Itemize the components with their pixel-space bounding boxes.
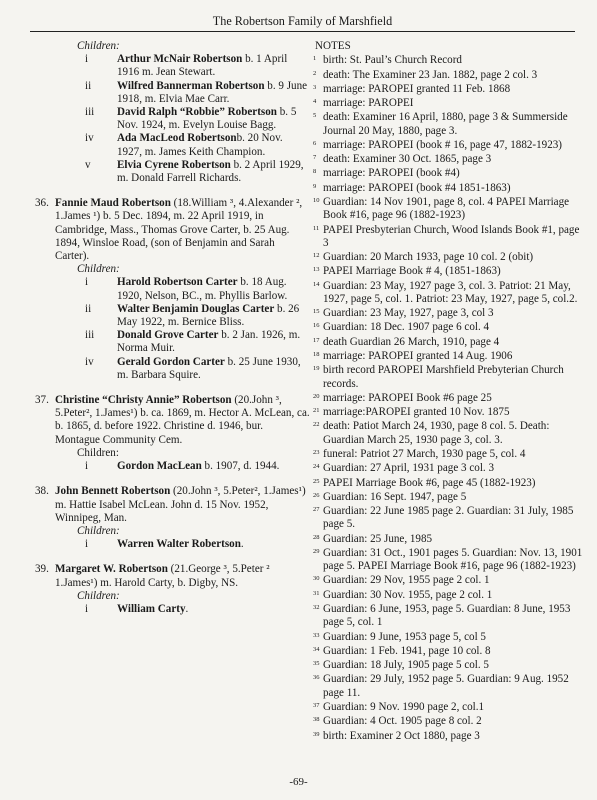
note-number: 9	[313, 182, 317, 190]
child-number: v	[85, 158, 91, 171]
note-text: marriage: PAROPEI granted 14 Aug. 1906	[323, 350, 513, 363]
note-number: 28	[313, 533, 320, 541]
note-item	[315, 83, 583, 96]
note-text: Guardian: 20 March 1933, page 10 col. 2 (obit)	[323, 251, 534, 264]
note-text: Guardian: 31 Oct., 1901 pages 5. Guardian: Nov. 13, 1901 page 5. PAPEI Marriage Book #16, page 96 (1882-1923)	[323, 546, 583, 573]
spacer	[35, 473, 310, 485]
note-item	[315, 139, 583, 152]
notes-title: NOTES	[315, 40, 351, 52]
spacer	[35, 185, 310, 197]
note-item	[315, 603, 583, 629]
child-number: i	[85, 460, 89, 473]
note-text: marriage: PAROPEI (book #4)	[323, 167, 460, 180]
note-item	[315, 477, 583, 490]
note-item	[315, 673, 583, 699]
note-number: 32	[313, 604, 320, 612]
note-item	[315, 491, 583, 504]
note-item	[315, 153, 583, 166]
note-number: 34	[313, 645, 320, 653]
note-text: Guardian: 27 April, 1931 page 3 col. 3	[323, 462, 494, 475]
note-item	[315, 307, 583, 320]
note-text: death: Examiner 16 April, 1880, page 3 & Summerside Journal 20 May, 1880, page 3.	[323, 111, 568, 137]
note-text: Guardian: 16 Sept. 1947, page 5	[323, 490, 467, 503]
child-number: ii	[85, 302, 92, 315]
note-number: 19	[313, 365, 320, 373]
note-text: Guardian: 14 Nov 1901, page 8, col. 4 PAPEI Marriage Book #16, page 96 (1882-1923)	[323, 196, 570, 222]
child-details: .	[185, 602, 189, 615]
child-entry	[35, 53, 310, 79]
note-text: marriage: PAROPEI granted 11 Feb. 1868	[323, 82, 511, 95]
child-number: iii	[85, 106, 95, 119]
note-text: Guardian: 18 July, 1905 page 5 col. 5	[323, 659, 489, 672]
note-item	[315, 224, 583, 250]
family-entry	[35, 394, 310, 447]
note-text: Guardian: 9 Nov. 1990 page 2, col.1	[323, 700, 485, 713]
child-name: Elvia Cyrene Robertson	[117, 158, 231, 171]
note-text: death Guardian 26 March, 1910, page 4	[323, 335, 500, 348]
child-number: iv	[85, 132, 94, 145]
entry-details: (20.John ³, 5.Peter², 1.James¹) m. Hattie Isabel McLean. John d. 15 Nov. 1952, Winnipeg, Man.	[55, 485, 306, 524]
child-details: b. 20 Nov. 1927, m. James Keith Champion.	[117, 132, 283, 158]
note-item	[315, 574, 583, 587]
entry-number: 36.	[35, 197, 49, 210]
note-item	[315, 54, 583, 67]
children-label: Children:	[77, 589, 120, 602]
entry-name: Fannie Maud Robertson	[55, 197, 171, 210]
entry-details: (20.John ³, 5.Peter², 1.James¹) b. ca. 1869, m. Hector A. McLean, ca. b. 1865, d. before 1922. Christine d. 1946, bur. Montague Community Cem.	[55, 394, 310, 446]
notes-list	[315, 54, 583, 743]
note-number: 16	[313, 322, 320, 330]
child-name: Warren Walter Robertson	[117, 538, 241, 551]
note-number: 17	[313, 336, 320, 344]
entry-number: 39.	[35, 563, 49, 576]
note-text: PAPEI Marriage Book # 4, (1851-1863)	[323, 265, 501, 278]
note-text: Guardian: 25 June, 1985	[323, 532, 433, 545]
note-number: 35	[313, 660, 320, 668]
child-name: Arthur McNair Robertson	[117, 53, 243, 66]
children-label: Children:	[77, 524, 120, 537]
child-entry	[35, 603, 310, 616]
note-item	[315, 547, 583, 573]
child-details: b. 2 April 1929, m. Donald Farrell Richards.	[117, 158, 304, 185]
note-text: Guardian: 23 May, 1927 page 3, col. 3. Patriot: 21 May, 1927, page 5, col. 1. Patriot: 23 May, 1927, page 5, col.2.	[323, 279, 578, 305]
family-entry	[35, 485, 310, 525]
child-details: b. 2 Jan. 1926, m. Norma Muir.	[117, 329, 301, 355]
note-item	[315, 645, 583, 658]
child-number: ii	[85, 79, 92, 92]
note-number: 33	[313, 631, 320, 639]
note-item	[315, 420, 583, 446]
note-number: 8	[313, 168, 317, 176]
child-name: Gordon MacLean	[117, 460, 202, 473]
child-entry	[35, 159, 310, 185]
note-number: 15	[313, 308, 320, 316]
note-item	[315, 265, 583, 278]
family-entry	[35, 197, 310, 263]
entry-number: 37.	[35, 394, 49, 407]
entry-name: Margaret W. Robertson	[55, 563, 168, 576]
note-item	[315, 462, 583, 475]
note-number: 10	[313, 197, 320, 205]
note-text: Guardian: 22 June 1985 page 2. Guardian: 31 July, 1985 page 5.	[323, 505, 574, 531]
note-text: death: Patiot March 24, 1930, page 8 col. 5. Death: Guardian March 25, 1930 page 3, col. 3.	[323, 420, 550, 446]
child-name: William Carty	[117, 602, 186, 615]
family-entries-column	[35, 40, 310, 616]
notes-column	[315, 40, 583, 744]
note-text: death: The Examiner 23 Jan. 1882, page 2 col. 3	[323, 68, 538, 81]
note-number: 1	[313, 55, 317, 63]
note-text: marriage: PAROPEI (book #4 1851-1863)	[323, 181, 511, 194]
note-number: 6	[313, 139, 317, 147]
note-number: 24	[313, 463, 320, 471]
note-item	[315, 730, 583, 743]
note-text: Guardian: 29 July, 1952 page 5. Guardian: 9 Aug. 1952 page 11.	[323, 673, 569, 699]
note-text: death: Examiner 30 Oct. 1865, page 3	[323, 153, 492, 166]
child-name: Ada MacLeod Robertson	[117, 132, 237, 145]
note-text: marriage: PAROPEI (book # 16, page 47, 1882-1923)	[323, 138, 562, 151]
child-number: iv	[85, 355, 94, 368]
note-text: PAPEI Marriage Book #6, page 45 (1882-1923)	[323, 476, 536, 489]
note-text: Guardian: 30 Nov. 1955, page 2 col. 1	[323, 588, 493, 601]
child-details: b. 1 April 1916 m. Jean Stewart.	[117, 53, 288, 79]
note-text: Guardian: 4 Oct. 1905 page 8 col. 2	[323, 715, 482, 728]
note-text: Guardian: 6 June, 1953, page 5. Guardian: 8 June, 1953 page 5, col. 1	[323, 603, 571, 629]
note-item	[315, 631, 583, 644]
note-number: 13	[313, 266, 320, 274]
note-text: Guardian: 9 June, 1953 page 5, col 5	[323, 630, 486, 643]
note-number: 20	[313, 392, 320, 400]
note-item	[315, 448, 583, 461]
note-number: 23	[313, 448, 320, 456]
note-text: Guardian: 23 May, 1927, page 3, col 3	[323, 307, 494, 320]
note-text: birth: Examiner 2 Oct 1880, page 3	[323, 729, 480, 742]
spacer	[35, 382, 310, 394]
child-name: Donald Grove Carter	[117, 329, 219, 342]
note-number: 37	[313, 701, 320, 709]
note-item	[315, 97, 583, 110]
note-item	[315, 336, 583, 349]
child-details: b. 9 June 1918, m. Elvia Mae Carr.	[117, 79, 308, 105]
page-header: The Robertson Family of Marshfield	[30, 14, 575, 32]
child-entry	[35, 132, 310, 158]
child-name: Harold Robertson Carter	[117, 276, 238, 289]
entry-number: 38.	[35, 485, 49, 498]
child-details: b. 18 Aug. 1920, Nelson, BC., m. Phyllis Barlow.	[117, 276, 288, 302]
child-entry	[35, 106, 310, 132]
spacer	[35, 551, 310, 563]
entry-details: (21.George ³, 5.Peter ² 1.James¹) m. Harold Carty, b. Digby, NS.	[55, 563, 270, 589]
child-entry	[35, 329, 310, 355]
note-item	[315, 321, 583, 334]
note-text: marriage:PAROPEI granted 10 Nov. 1875	[323, 406, 510, 419]
note-item	[315, 196, 583, 222]
child-entry	[35, 276, 310, 302]
child-number: i	[85, 538, 89, 551]
child-entry	[35, 356, 310, 382]
child-details: b. 25 June 1930, m. Barbara Squire.	[117, 355, 301, 381]
child-details: b. 26 May 1922, m. Bernice Bliss.	[117, 302, 300, 329]
children-label: Children:	[77, 40, 120, 52]
child-name: David Ralph “Robbie” Robertson	[117, 106, 277, 119]
child-name: Walter Benjamin Douglas Carter	[117, 302, 275, 315]
child-entry	[35, 538, 310, 551]
note-item	[315, 659, 583, 672]
note-number: 5	[313, 112, 317, 120]
note-text: Guardian: 29 Nov, 1955 page 2 col. 1	[323, 574, 490, 587]
note-number: 7	[313, 154, 317, 162]
note-number: 12	[313, 252, 320, 260]
note-number: 36	[313, 674, 320, 682]
child-entry	[35, 460, 310, 473]
child-details: .	[240, 538, 244, 551]
note-item	[315, 715, 583, 728]
entry-name: John Bennett Robertson	[55, 485, 171, 498]
child-entry	[35, 303, 310, 329]
note-item	[315, 701, 583, 714]
note-item	[315, 69, 583, 82]
note-number: 27	[313, 506, 320, 514]
note-text: birth record PAROPEI Marshfield Prebyterian Church records.	[323, 364, 564, 390]
note-text: PAPEI Presbyterian Church, Wood Islands Book #1, page 3	[323, 223, 580, 249]
note-text: birth: St. Paul’s Church Record	[323, 54, 462, 67]
entry-name: Christine “Christy Annie” Robertson	[55, 394, 232, 407]
child-number: i	[85, 276, 89, 289]
family-entry	[35, 563, 310, 589]
note-number: 3	[313, 83, 317, 91]
entry-details: (18.William ³, 4.Alexander ², 1.James ¹) b. 5 Dec. 1894, m. 22 April 1919, in Cambridge, Mass., Thomas Grove Carter, b. 25 Aug. 1894, Winsloe Road, (son of Benjamin and Sarah Carter).	[55, 197, 303, 263]
note-number: 18	[313, 351, 320, 359]
child-details: b. 5 Nov. 1924, m. Evelyn Louise Bagg.	[117, 106, 297, 132]
note-text: marriage: PAROPEI	[323, 97, 414, 110]
note-number: 21	[313, 407, 320, 415]
note-item	[315, 182, 583, 195]
note-number: 4	[313, 98, 317, 106]
note-number: 22	[313, 421, 320, 429]
child-entry	[35, 80, 310, 106]
page-number: -69-	[289, 776, 308, 788]
note-item	[315, 406, 583, 419]
note-number: 31	[313, 589, 320, 597]
note-item	[315, 350, 583, 363]
note-number: 2	[313, 69, 317, 77]
note-number: 25	[313, 477, 320, 485]
children-label: Children:	[77, 263, 120, 276]
note-number: 11	[313, 224, 320, 232]
note-item	[315, 505, 583, 531]
note-item	[315, 111, 583, 137]
note-number: 39	[313, 730, 320, 738]
note-item	[315, 280, 583, 306]
note-item	[315, 392, 583, 405]
note-text: funeral: Patriot 27 March, 1930 page 5, col. 4	[323, 447, 526, 460]
note-text: marriage: PAROPEI Book #6 page 25	[323, 391, 492, 404]
child-number: iii	[85, 329, 95, 342]
note-number: 29	[313, 547, 320, 555]
child-number: i	[85, 602, 89, 615]
note-item	[315, 167, 583, 180]
note-number: 14	[313, 280, 320, 288]
note-number: 30	[313, 575, 320, 583]
note-number: 26	[313, 491, 320, 499]
child-name: Wilfred Bannerman Robertson	[117, 79, 265, 92]
note-item	[315, 251, 583, 264]
children-label: Children:	[77, 446, 119, 459]
note-item	[315, 364, 583, 390]
child-number: i	[85, 53, 89, 66]
note-text: Guardian: 1 Feb. 1941, page 10 col. 8	[323, 644, 491, 657]
child-details: b. 1907, d. 1944.	[201, 460, 280, 473]
note-item	[315, 533, 583, 546]
note-number: 38	[313, 716, 320, 724]
child-name: Gerald Gordon Carter	[117, 355, 225, 368]
note-text: Guardian: 18 Dec. 1907 page 6 col. 4	[323, 321, 490, 334]
note-item	[315, 589, 583, 602]
